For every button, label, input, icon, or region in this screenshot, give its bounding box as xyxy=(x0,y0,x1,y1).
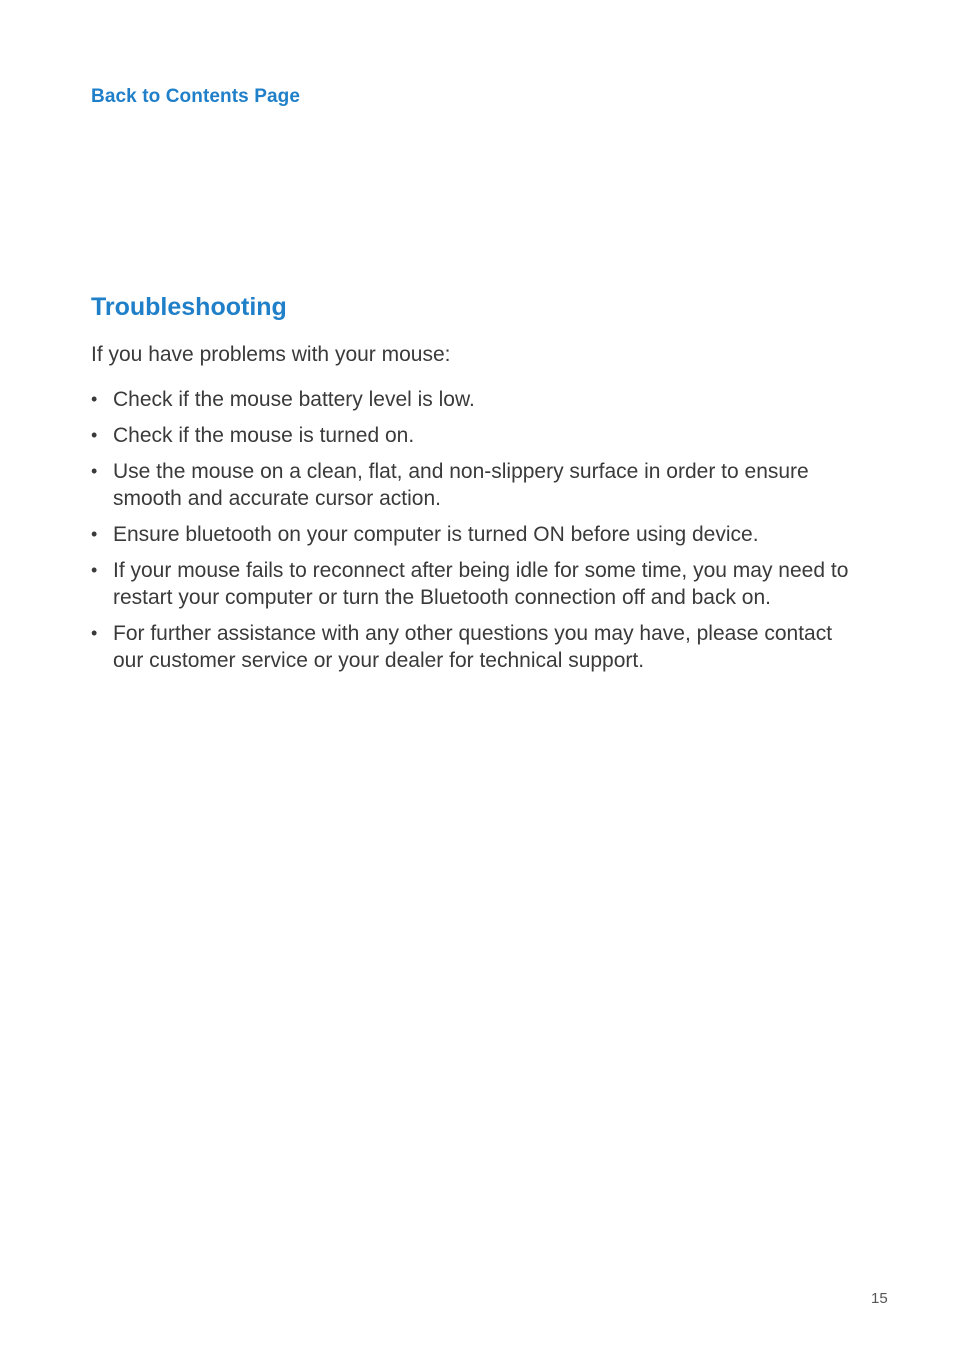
list-item xyxy=(91,386,861,413)
list-item xyxy=(91,458,861,512)
bullet-icon: • xyxy=(91,560,98,580)
bullet-icon: • xyxy=(91,623,98,643)
intro-text: If you have problems with your mouse: xyxy=(91,343,451,366)
list-item xyxy=(91,557,861,611)
list-item-text: Check if the mouse battery level is low. xyxy=(113,388,475,411)
section-title: Troubleshooting xyxy=(91,293,287,321)
troubleshooting-list xyxy=(91,386,861,683)
bullet-icon: • xyxy=(91,461,98,481)
list-item-text: For further assistance with any other questions you may have, please contact our customer service or your dealer for technical support. xyxy=(113,622,833,672)
list-item xyxy=(91,521,861,548)
list-item-text: Check if the mouse is turned on. xyxy=(113,424,415,447)
list-item-text: Use the mouse on a clean, flat, and non-slippery surface in order to ensure smooth and accurate cursor action. xyxy=(113,460,809,510)
bullet-icon: • xyxy=(91,389,98,409)
page-number: 15 xyxy=(871,1290,888,1307)
list-item-text: Ensure bluetooth on your computer is turned ON before using device. xyxy=(113,523,759,546)
list-item-text: If your mouse fails to reconnect after being idle for some time, you may need to restart your computer or turn the Bluetooth connection off and back on. xyxy=(113,559,849,609)
back-to-contents-link[interactable]: Back to Contents Page xyxy=(91,86,301,107)
bullet-icon: • xyxy=(91,524,98,544)
list-item xyxy=(91,422,861,449)
bullet-icon: • xyxy=(91,425,98,445)
list-item xyxy=(91,620,861,674)
